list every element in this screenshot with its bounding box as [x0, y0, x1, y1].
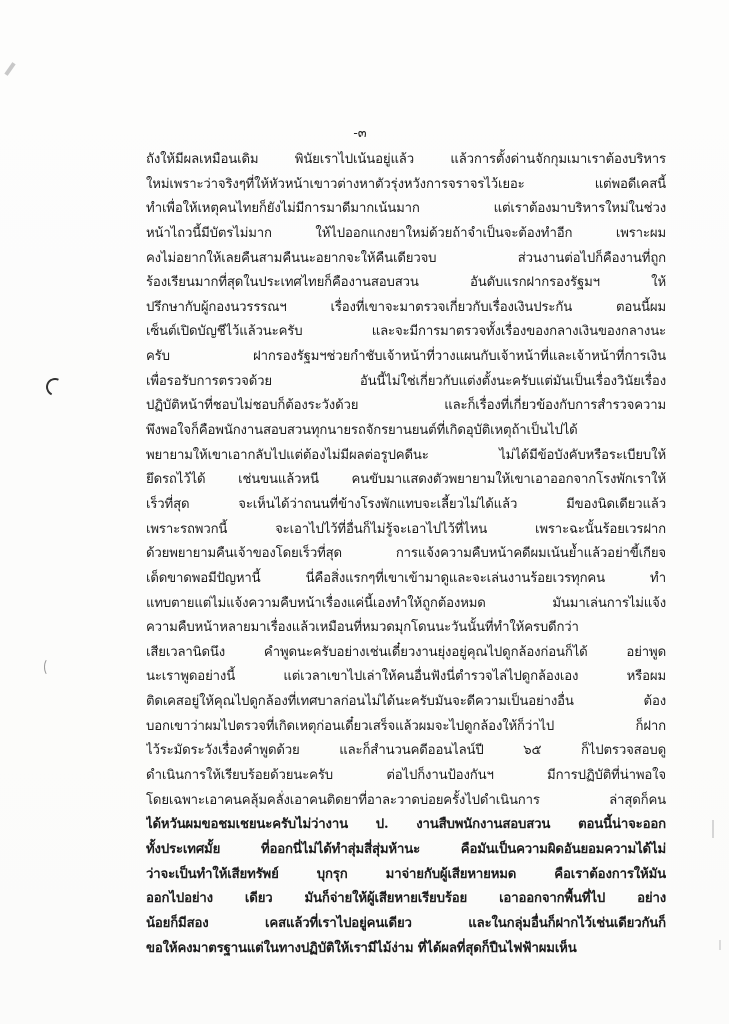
text-line: เสียเวลานิดนึง คำพูดนะครับอย่างเช่นเดี๋ยวงานยุ่งอยู่คุณไปดูกล้องก่อนก็ได้ อย่าพูด: [146, 644, 666, 660]
text-line: ยึดรถไว้ได้ เช่นขนแล้วหนี คนขับมาแสดงตัวพยายามให้เขาเอาออกจากโรงพักเราให้: [146, 472, 666, 488]
text-line: พยายามให้เขาเอากลับไปแต่ต้องไม่มีผลต่อรูปคดีนะ ไม่ได้มีข้อบังคับหรือระเบียบให้: [146, 447, 666, 463]
page-number: -๓: [353, 126, 367, 141]
text-line: ทำเพื่อให้เหตุคนไทยก็ยังไม่มีการมาดีมากเน้นมาก แต่เราต้องมาบริหารใหม่ในช่วง: [146, 201, 666, 217]
scan-speck: [719, 940, 721, 950]
text-line: ปฏิบัติหน้าที่ชอบไม่ชอบก็ต้องระวังด้วย และก็เรื่องที่เกี่ยวข้องกับการสำรวจความ: [146, 398, 666, 414]
text-line: ไว้ระมัดระวังเรื่องคำพูดด้วย และก็สำนวนคดีออนไลน์ปี ๖๕ ก็ไปตรวจสอบดู: [146, 743, 666, 759]
text-line: ด้วยพยายามคืนเจ้าของโดยเร็วที่สุด การแจ้งความคืบหน้าคดีผมเน้นย้ำแล้วอย่าขี้เกียจ: [146, 546, 666, 562]
text-line: บอกเขาว่าผมไปตรวจที่เกิดเหตุก่อนเดี๋ยวเสร็จแล้วผมจะไปดูกล้องให้ก็ว่าไป ก็ฝาก: [146, 718, 666, 734]
text-line: ปรึกษากับผู้กองนวรรรณฯ เรื่องที่เขาจะมาตรวจเกี่ยวกับเรื่องเงินประกัน ตอนนี้ผม: [146, 299, 666, 315]
scan-speck: [4, 62, 15, 76]
text-line: ใหม่เพราะว่าจริงๆที่ให้หัวหน้าเขาวต่างหาตัวรุ่งหวังการจราจรไว้เยอะ แต่พอดีเคสนี้: [146, 176, 666, 192]
text-line: ว่าจะเป็นทำให้เสียทรัพย์ บุกรุก มาจ่ายกับผู้เสียหายหมด คือเราต้องการให้มัน: [146, 866, 666, 882]
text-line: ดำเนินการให้เรียบร้อยด้วยนะครับ ต่อไปก็งานป้องกันฯ มีการปฏิบัติที่น่าพอใจ: [146, 768, 666, 784]
text-line: แทบตายแต่ไม่แจ้งความคืบหน้าเรื่องแค่นี้เองทำให้ถูกต้องหมด มันมาเล่นการไม่แจ้ง: [146, 595, 666, 611]
text-line: ออกไปอย่าง เดียว มันก็จ่ายให้ผู้เสียหายเรียบร้อย เอาออกจากพื้นที่ไป อย่าง: [146, 891, 666, 907]
text-line: ติดเคสอยู่ให้คุณไปดูกล้องที่เทศบาลก่อนไม่ได้นะครับมันจะดีความเป็นอย่างอื่น ต้อง: [146, 694, 666, 710]
text-line: ถังให้มีผลเหมือนเดิม พินัยเราไปเน้นอยู่แล้ว แล้วการตั้งด่านจักกุมเมาเราต้องบริหาร: [146, 152, 666, 167]
text-line: ครับ ฝากรองรัฐมฯช่วยกำชับเจ้าหน้าที่วางแผนกับเจ้าหน้าที่และเจ้าหน้าที่การเงิน: [146, 349, 666, 365]
text-line: นะเราพูดอย่างนี้ แต่เวลาเขาไปเล่าให้คนอื่นฟังนี่ตำรวจไล่ไปดูกล้องเอง หรือผม: [146, 669, 666, 685]
scan-speck: [712, 820, 714, 838]
text-line: คงไม่อยากให้เลยคืนสามคืนนะอยากจะให้คืนเดียวจบ ส่วนงานต่อไปก็คืองานที่ถูก: [146, 250, 666, 266]
text-line: ร้องเรียนมากที่สุดในประเทศไทยก็คืองานสอบสวน อันดับแรกฝากรองรัฐมฯ ให้: [146, 275, 666, 291]
hole-punch-mark: [43, 375, 66, 398]
hole-punch-mark: [44, 658, 54, 676]
text-line: โดยเฉพาะเอาคนคลุ้มคลั่งเอาคนติดยาที่อาละวาดบ่อยครั้งไปดำเนินการ ล่าสุดก็คน: [146, 792, 666, 808]
text-line: ความคืบหน้าหลายมาเรื่องแล้วเหมือนที่หมวดมุกโดนนะวันนั้นที่ทำให้ครบดีกว่า: [146, 620, 579, 636]
body-text: [146, 148, 666, 961]
text-line: เพราะรถพวกนี้ จะเอาไปไว้ที่อื่นก็ไม่รู้จะเอาไปไว้ที่ไหน เพราะฉะนั้นร้อยเวรฝาก: [146, 521, 666, 537]
text-line: ขอให้คงมาตรฐานแต่ในทางปฏิบัติให้เรามีไม้ง่าม ที่ได้ผลที่สุดก็ปืนไฟฟ้าผมเห็น: [146, 940, 577, 956]
text-line: ทั้งประเทศมั้ย ที่ออกนี่ไม่ได้ทำสุ่มสี่สุ่มห้านะ คือมันเป็นความผิดอันยอมความได้ไม่: [146, 841, 666, 857]
text-line: เร็วที่สุด จะเห็นได้ว่าถนนที่ข้างโรงพักแทบจะเลี้ยวไม่ได้แล้ว มีของนิดเดียวแล้ว: [146, 496, 666, 512]
text-line: ได้หวันผมขอชมเชยนะครับไม่ว่างาน ป. งานสืบพนักงานสอบสวน ตอนนี้น่าจะออก: [146, 817, 666, 833]
text-line: หน้าไถวนี้มีบัตรไม่มาก ให้ไปออกแกงยาใหม่ด้วยถ้าจำเป็นจะต้องทำอีก เพราะผม: [146, 225, 666, 241]
text-line: เซ็นต์เปิดบัญชีไว้แล้วนะครับ และจะมีการมาตรวจทั้งเรื่องของกลางเงินของกลางนะ: [146, 324, 666, 340]
text-line: พึงพอใจก็คือพนักงานสอบสวนทุกนายรถจักรยานยนต์ที่เกิดอุบัติเหตุถ้าเป็นไปได้: [146, 423, 578, 439]
text-line: น้อยก็มีสอง เคสแล้วที่เราไปอยู่คนเดียว และในกลุ่มอื่นก็ฝากไว้เช่นเดียวกันก็: [146, 915, 666, 931]
text-line: เพื่อรอรับการตรวจด้วย อันนี้ไม่ใช่เกี่ยวกับแต่งตั้งนะครับแต่มันเป็นเรื่องวินัยเรื่อง: [146, 373, 666, 389]
text-line: เด็ดขาดพอมีปัญหานี้ นี่คือสิ่งแรกๆที่เขาเข้ามาดูและจะเล่นงานร้อยเวรทุกคน ทำ: [146, 570, 666, 586]
